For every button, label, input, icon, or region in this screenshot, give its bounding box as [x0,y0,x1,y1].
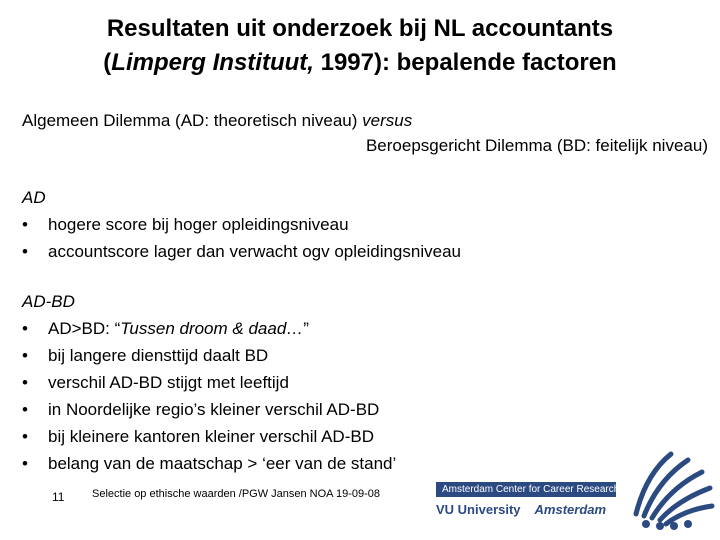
list-item [22,342,396,369]
bullet: • [22,400,28,419]
section-ad-bd [22,288,396,477]
slide-title [0,12,720,80]
list-item [22,211,461,238]
list-item [22,396,396,423]
intro-versus: versus [362,111,413,130]
title-line-2 [0,46,720,80]
title-institute: Limperg Instituut, [111,49,314,76]
footer-text: Selectie op ethische waarden /PGW Jansen NOA 19-09-08 [92,488,380,500]
section-ad-bd-heading: AD-BD [22,292,75,311]
quote-italic: Tussen droom & daad… [120,319,304,338]
list-item-text: in Noordelijke regio’s kleiner verschil AD-BD [48,400,380,419]
section-ad-bd-list [22,315,396,477]
title-line-1: Resultaten uit onderzoek bij NL accountants [106,15,614,42]
section-ad-heading: AD [22,188,46,207]
list-item [22,238,461,265]
list-item-text: accountscore lager dan verwacht ogv opleidingsniveau [48,242,461,261]
griffin-emblem-icon [616,444,716,534]
bullet: • [22,454,28,473]
bullet: • [22,427,28,446]
section-ad-list [22,211,461,265]
bullet: • [22,373,28,392]
page-number: 11 [52,490,65,504]
list-item [22,450,396,477]
vu-logo [436,482,620,522]
list-item-text: bij kleinere kantoren kleiner verschil AD-BD [48,427,374,446]
bullet: • [22,242,28,261]
bullet: • [22,319,28,338]
list-item-text: bij langere diensttijd daalt BD [48,346,269,365]
logo-top-bar: Amsterdam Center for Career Research [436,482,616,497]
title-rest: 1997): bepalende factoren [313,49,617,76]
bullet: • [22,215,28,234]
list-item-text: hogere score bij hoger opleidingsniveau [48,215,349,234]
title-open-paren: ( [103,49,112,76]
list-item-text: verschil AD-BD stijgt met leeftijd [48,373,289,392]
section-ad [22,184,461,265]
list-item [22,423,396,450]
intro-text [22,108,712,158]
intro-part1: Algemeen Dilemma (AD: theoretisch niveau) [22,111,363,130]
list-item-text-post: ” [303,319,309,338]
list-item-text: belang van de maatschap > ‘eer van de stand’ [48,454,397,473]
bullet: • [22,346,28,365]
list-item [22,315,396,342]
intro-line2: Beroepsgericht Dilemma (BD: feitelijk niveau) [365,136,708,155]
logo-amsterdam: Amsterdam [534,502,607,517]
logo-vu: VU University [436,502,521,517]
list-item [22,369,396,396]
logo-bottom-text [436,497,616,517]
list-item-text-pre: AD>BD: “ [48,319,121,338]
